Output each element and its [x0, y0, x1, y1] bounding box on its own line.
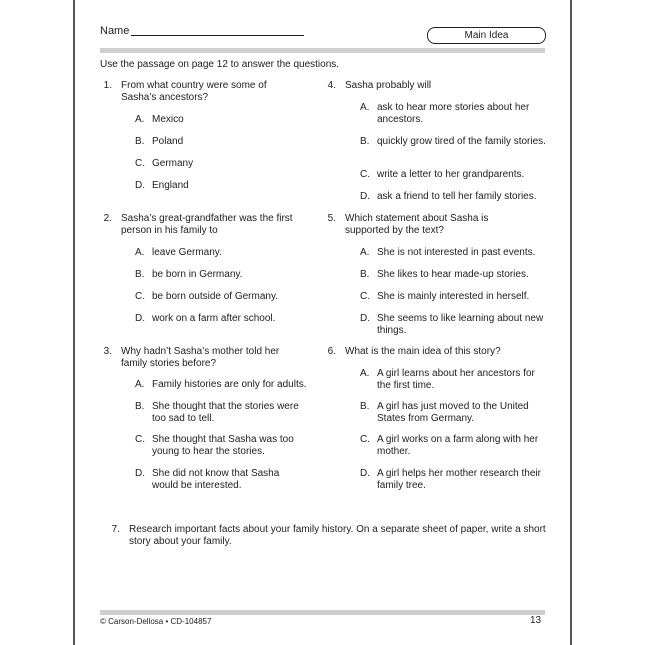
option-text: She is not interested in past events.	[377, 247, 536, 258]
option-text: ask a friend to tell her family stories.	[377, 191, 537, 202]
question-stem: From what country were some of Sasha’s ancestors?	[121, 80, 267, 103]
option-letter: C.	[360, 169, 370, 180]
question-stem: Why hadn’t Sasha’s mother told her family stories before?	[121, 346, 280, 369]
option-text: Germany	[152, 158, 194, 169]
option-text: leave Germany.	[152, 247, 222, 258]
option-text: She is mainly interested in herself.	[377, 291, 530, 302]
option-letter: A.	[135, 247, 145, 258]
question-number: 3.	[103, 346, 112, 357]
name-write-line	[131, 35, 304, 36]
question-number: 4.	[327, 80, 336, 91]
option-text: work on a farm after school.	[152, 313, 276, 324]
option-letter: B.	[135, 136, 145, 147]
option-text: be born in Germany.	[152, 269, 243, 280]
option-text: She likes to hear made-up stories.	[377, 269, 529, 280]
question-number: 7.	[111, 524, 120, 535]
page-right-border	[570, 0, 572, 645]
option-letter: D.	[135, 180, 145, 191]
footer-rule	[100, 610, 545, 615]
option-letter: A.	[360, 368, 370, 379]
question-number: 5.	[327, 213, 336, 224]
option-letter: C.	[360, 291, 370, 302]
option-letter: D.	[135, 468, 145, 479]
option-letter: D.	[135, 313, 145, 324]
page-number: 13	[530, 615, 542, 626]
option-letter: A.	[360, 247, 370, 258]
option-letter: B.	[360, 136, 370, 147]
instructions-text: Use the passage on page 12 to answer the questions.	[100, 59, 340, 70]
option-letter: B.	[360, 401, 370, 412]
option-text: Family histories are only for adults.	[152, 379, 307, 390]
option-letter: A.	[135, 114, 145, 125]
option-text: be born outside of Germany.	[152, 291, 278, 302]
header-rule	[100, 48, 545, 53]
option-text: Poland	[152, 136, 184, 147]
option-text: She seems to like learning about new things.	[377, 313, 544, 336]
option-text: A girl works on a farm along with her mother.	[377, 434, 539, 457]
option-letter: D.	[360, 191, 370, 202]
option-letter: C.	[135, 434, 145, 445]
question-stem: Which statement about Sasha is supported by the text?	[345, 213, 489, 236]
question-stem: Sasha probably will	[345, 80, 432, 91]
option-text: A girl helps her mother research their family tree.	[377, 468, 541, 491]
option-letter: C.	[360, 434, 370, 445]
option-text: England	[152, 180, 189, 191]
option-letter: C.	[135, 158, 145, 169]
option-letter: C.	[135, 291, 145, 302]
question-number: 2.	[103, 213, 112, 224]
question-stem: What is the main idea of this story?	[345, 346, 501, 357]
copyright-text: © Carson-Dellosa • CD-104857	[100, 617, 212, 626]
option-letter: B.	[360, 269, 370, 280]
name-label: Name	[100, 25, 130, 37]
option-text: She thought that Sasha was too young to hear the stories.	[152, 434, 294, 457]
option-text: She did not know that Sasha would be interested.	[152, 468, 280, 491]
option-text: ask to hear more stories about her ancestors.	[377, 102, 530, 125]
question-stem: Sasha’s great-grandfather was the first person in his family to	[121, 213, 293, 236]
option-letter: B.	[135, 401, 145, 412]
option-letter: A.	[135, 379, 145, 390]
option-letter: D.	[360, 468, 370, 479]
option-text: write a letter to her grandparents.	[377, 169, 525, 180]
question-number: 1.	[103, 80, 112, 91]
option-text: quickly grow tired of the family stories.	[377, 136, 546, 147]
question-number: 6.	[327, 346, 336, 357]
option-letter: A.	[360, 102, 370, 113]
option-text: A girl has just moved to the United States from Germany.	[377, 401, 529, 424]
page-left-border	[73, 0, 75, 645]
option-letter: B.	[135, 269, 145, 280]
option-letter: D.	[360, 313, 370, 324]
option-text: Mexico	[152, 114, 184, 125]
option-text: A girl learns about her ancestors for the first time.	[377, 368, 535, 391]
option-text: She thought that the stories were too sad to tell.	[152, 401, 299, 424]
section-badge: Main Idea	[427, 27, 546, 44]
question-stem: Research important facts about your family history. On a separate sheet of paper, write a short story about your family.	[129, 524, 546, 547]
